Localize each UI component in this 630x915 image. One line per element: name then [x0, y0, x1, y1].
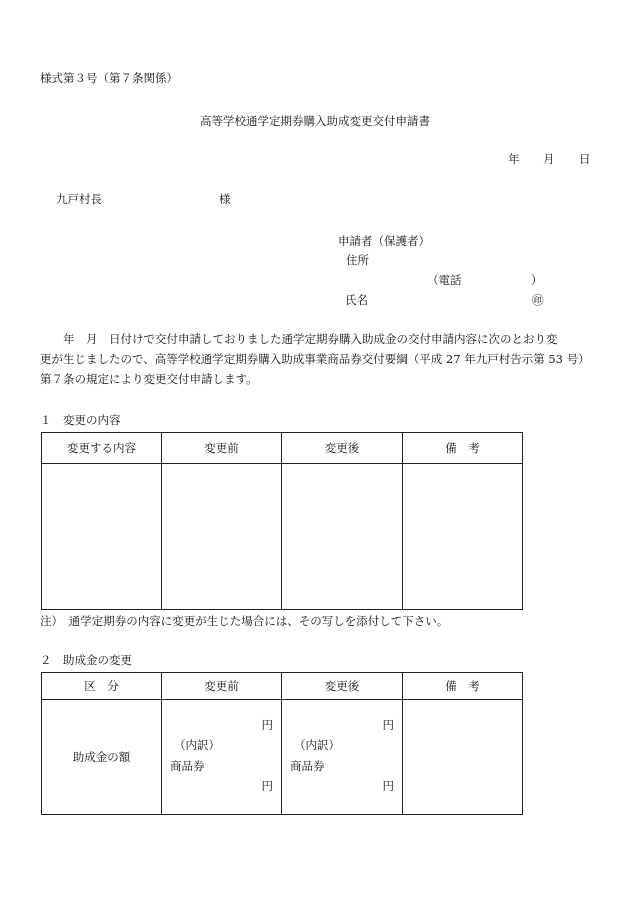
- body-line: 更が生じましたので、高等学校通学定期券購入助成事業商品券交付要綱（平成 27 年九戸村告示第 53 号）: [40, 352, 590, 366]
- phone-open: （電話: [427, 273, 462, 287]
- before-amount-cell[interactable]: [162, 700, 282, 815]
- date-year: 年: [508, 152, 520, 166]
- phone-close: ）: [531, 273, 543, 287]
- before-cell[interactable]: [162, 464, 282, 610]
- yen-unit: 円: [382, 779, 394, 793]
- header-after: 変更後: [282, 673, 403, 700]
- breakdown-label: （内訳）: [294, 738, 340, 752]
- page-title: 高等学校通学定期券購入助成変更交付申請書: [200, 114, 430, 128]
- address-label: 住所: [346, 253, 369, 267]
- header-remarks: 備 考: [403, 673, 523, 700]
- yen-unit: 円: [261, 718, 273, 732]
- header-before: 変更前: [162, 673, 282, 700]
- remarks-cell[interactable]: [403, 464, 523, 610]
- voucher-label: 商品券: [170, 759, 205, 773]
- header-remarks: 備 考: [403, 433, 523, 464]
- section1-note: 注） 通学定期券の内容に変更が生じた場合には、その写しを添付して下さい。: [40, 614, 449, 628]
- body-line: 第７条の規定により変更交付申請します。: [40, 372, 258, 386]
- form-number: 様式第３号（第７条関係）: [40, 71, 178, 85]
- voucher-label: 商品券: [290, 759, 325, 773]
- applicant-label: 申請者（保護者）: [338, 234, 430, 248]
- header-after: 変更後: [282, 433, 403, 464]
- section2-heading: ２ 助成金の変更: [40, 653, 132, 667]
- application-body-text: [40, 329, 595, 389]
- breakdown-label: （内訳）: [174, 738, 220, 752]
- header-change-item: 変更する内容: [42, 433, 162, 464]
- after-amount-cell[interactable]: [282, 700, 403, 815]
- change-content-table: [41, 432, 523, 610]
- yen-unit: 円: [382, 718, 394, 732]
- after-cell[interactable]: [282, 464, 403, 610]
- seal-mark: ㊞: [532, 293, 544, 307]
- name-label: 氏名: [345, 293, 368, 307]
- date-day: 日: [579, 152, 591, 166]
- header-category: 区 分: [42, 673, 162, 700]
- section1-heading: １ 変更の内容: [40, 413, 121, 427]
- date-month: 月: [543, 152, 555, 166]
- subsidy-amount-label: 助成金の額: [42, 700, 162, 815]
- header-before: 変更前: [162, 433, 282, 464]
- body-line: 年 月 日付けで交付申請しておりました通学定期券購入助成金の交付申請内容に次のとおり変: [40, 332, 558, 346]
- change-item-cell[interactable]: [42, 464, 162, 610]
- addressee-name: 九戸村長: [56, 192, 102, 206]
- subsidy-change-table: [41, 672, 523, 815]
- yen-unit: 円: [261, 779, 273, 793]
- remarks-cell[interactable]: [403, 700, 523, 815]
- addressee-honorific: 様: [219, 192, 231, 206]
